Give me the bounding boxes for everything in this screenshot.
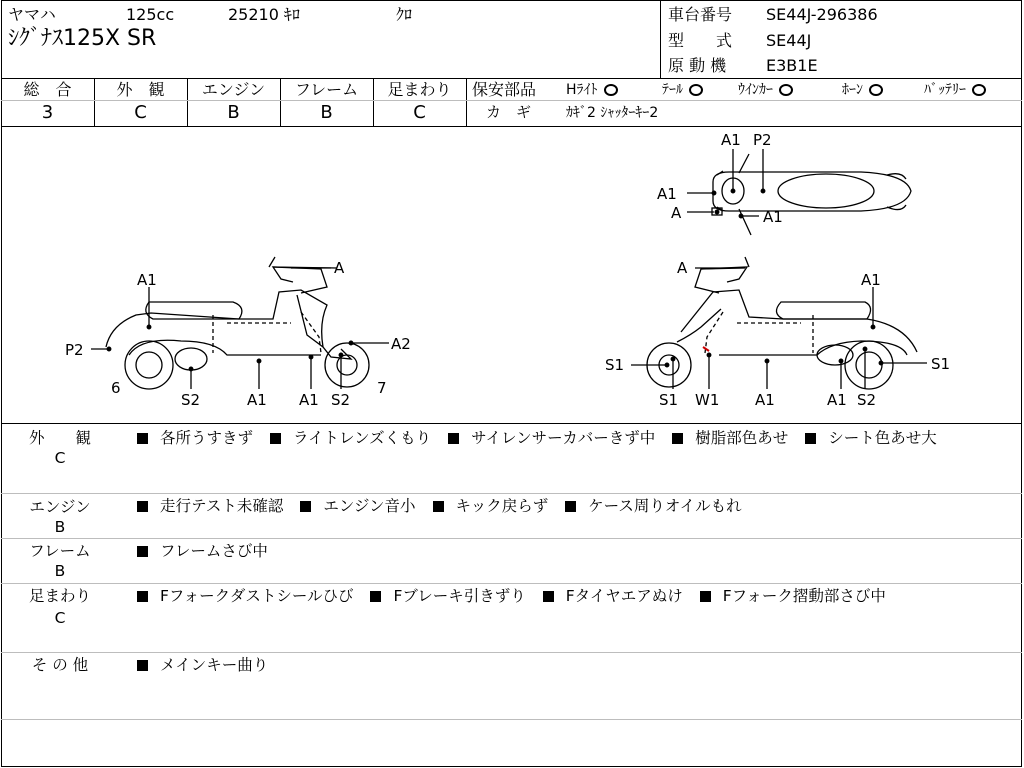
- remarks-suspension-items: Fフォークダストシールひび Fブレーキ引きずり Fタイヤエアぬけ Fフォーク摺動部さび中: [137, 587, 898, 605]
- right-label-w1: W1: [695, 391, 720, 409]
- remarks-suspension-label: 足まわり: [28, 587, 91, 605]
- color: ｸﾛ: [396, 5, 413, 24]
- remarks-exterior-label: 外 観: [28, 429, 91, 447]
- safety-winker: ｳｲﾝｶｰ: [738, 82, 793, 98]
- ok-circle-icon: [779, 84, 793, 96]
- safety-battery: ﾊﾞｯﾃﾘｰ: [924, 82, 986, 98]
- left-label-a1-seat: A1: [137, 271, 157, 289]
- top-label-a1-lower: A1: [763, 208, 783, 226]
- left-label-a1-floor: A1: [247, 391, 267, 409]
- safety-horn: ﾎｰﾝ: [842, 82, 883, 98]
- suspension-grade: C: [413, 102, 426, 123]
- remarks-engine-label: エンジン: [29, 498, 91, 516]
- right-label-s2: S2: [857, 391, 877, 409]
- right-label-s1-rear: S1: [931, 355, 951, 373]
- safety-headlight: Hﾗｲﾄ: [566, 82, 618, 98]
- remarks-suspension-grade: C: [54, 609, 66, 627]
- remarks-frame-label: フレーム: [29, 542, 91, 560]
- remarks-frame-grade: B: [54, 562, 66, 580]
- right-label-a1-floor: A1: [755, 391, 775, 409]
- frame-grade-label: フレーム: [294, 80, 359, 99]
- remarks-other-label: そ の 他: [31, 656, 89, 674]
- safety-label: 保安部品: [472, 80, 537, 99]
- right-label-a1-rear: A1: [827, 391, 847, 409]
- exterior-label: 外 観: [116, 80, 165, 99]
- type-value: SE44J: [766, 31, 812, 50]
- right-label-s1: S1: [605, 356, 625, 374]
- top-label-a1-left: A1: [657, 185, 677, 203]
- left-side-view: [65, 257, 411, 409]
- ok-circle-icon: [972, 84, 986, 96]
- remarks-engine-items: 走行テスト未確認 エンジン音小 キック戻らず ケース周りオイルもれ: [137, 497, 754, 515]
- model-name: ｼｸﾞﾅｽ125X SR: [8, 26, 157, 51]
- left-label-p2: P2: [65, 341, 84, 359]
- right-label-s1-lower: S1: [659, 391, 679, 409]
- engine-grade: B: [227, 102, 240, 123]
- frame-grade: B: [320, 102, 333, 123]
- type-label: 型 式: [668, 31, 733, 50]
- left-label-6: 6: [111, 379, 121, 397]
- left-label-s2-front: S2: [331, 391, 351, 409]
- ok-circle-icon: [869, 84, 883, 96]
- left-label-a2: A2: [391, 335, 411, 353]
- top-view: [657, 131, 911, 235]
- left-label-7: 7: [377, 379, 387, 397]
- frame-no-value: SE44J-296386: [766, 5, 878, 24]
- key-value: ｶｷﾞ2 ｼｬｯﾀｰｷｰ2: [566, 105, 659, 121]
- engine-label: 原 動 機: [668, 56, 727, 75]
- left-label-a1-front: A1: [299, 391, 319, 409]
- top-label-p2: P2: [753, 131, 772, 149]
- right-label-a1-seat: A1: [861, 271, 881, 289]
- engine-grade-label: エンジン: [201, 80, 266, 99]
- ok-circle-icon: [604, 84, 618, 96]
- right-label-a: A: [677, 259, 688, 277]
- remarks-exterior-grade: C: [54, 449, 66, 467]
- frame-no-label: 車台番号: [668, 5, 733, 24]
- suspension-grade-label: 足まわり: [387, 80, 452, 99]
- top-label-a: A: [671, 204, 682, 222]
- safety-taillight: ﾃｰﾙ: [662, 82, 703, 98]
- remarks-frame-items: フレームさび中: [137, 542, 280, 560]
- top-label-a1: A1: [721, 131, 741, 149]
- displacement: 125cc: [126, 5, 175, 24]
- maker: ヤマハ: [8, 5, 56, 24]
- scooter-damage-diagram: [1, 127, 1021, 423]
- overall-grade: 3: [41, 102, 54, 123]
- mileage: 25210 ｷﾛ: [228, 5, 300, 24]
- left-label-a: A: [334, 259, 345, 277]
- remarks-other-items: メインキー曲り: [137, 656, 280, 674]
- key-label: カ ギ: [486, 103, 532, 121]
- overall-label: 総 合: [23, 80, 72, 99]
- remarks-exterior-items: 各所うすきず ライトレンズくもり サイレンサーカバーきず中 樹脂部色あせ シート色あせ大: [137, 429, 949, 447]
- ok-circle-icon: [689, 84, 703, 96]
- exterior-grade: C: [134, 102, 147, 123]
- engine-value: E3B1E: [766, 56, 818, 75]
- right-side-view: [605, 257, 950, 409]
- left-label-s2: S2: [181, 391, 201, 409]
- remarks-engine-grade: B: [54, 518, 66, 536]
